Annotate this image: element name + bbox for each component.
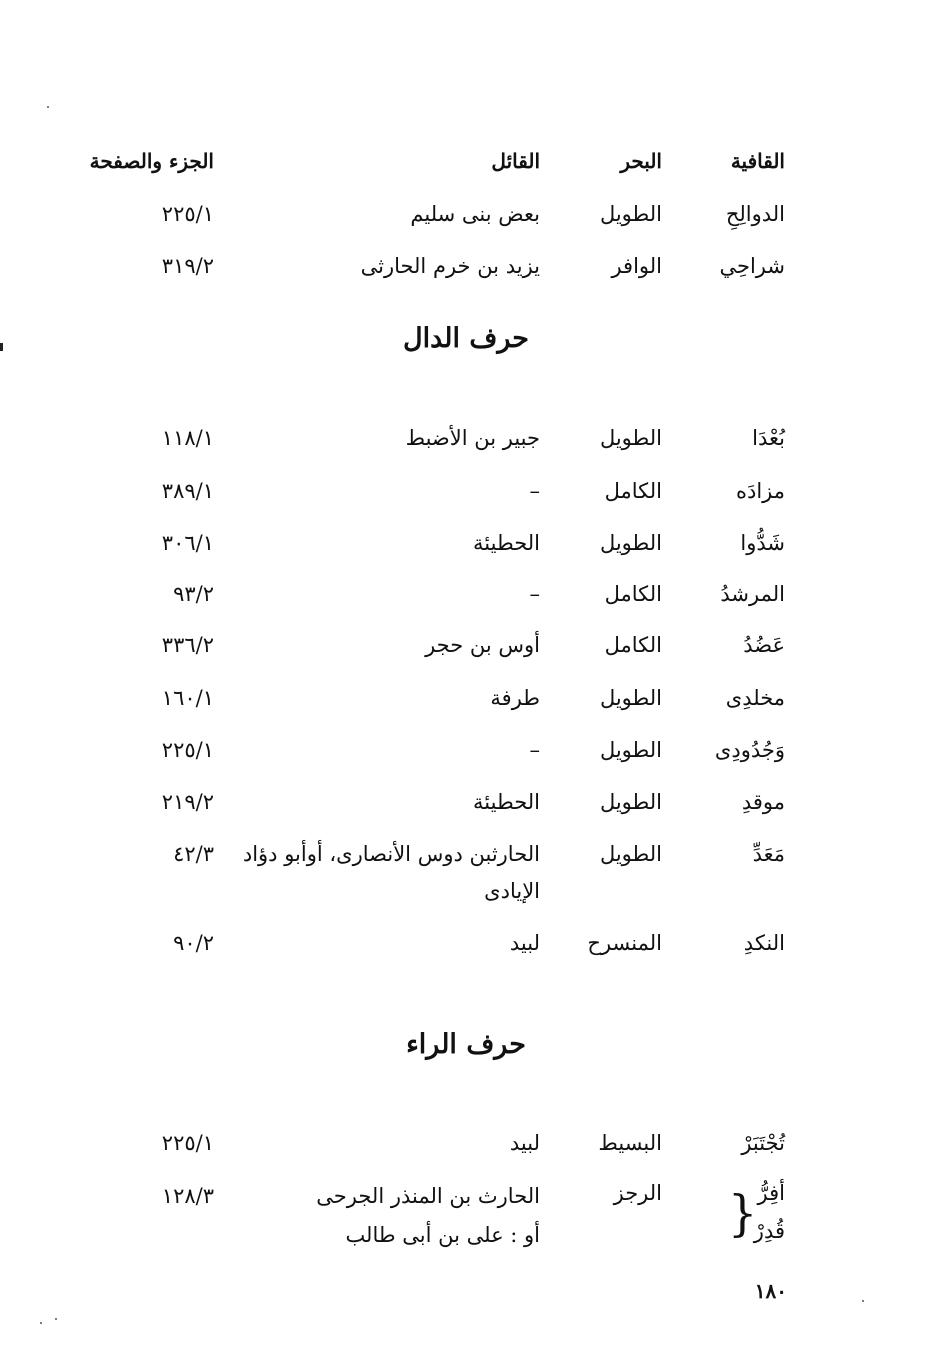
qail-cell: الحطيئة: [473, 790, 540, 814]
qail-cell: طرفة: [490, 686, 540, 710]
section-title-ra: حرف الراء: [406, 1029, 526, 1060]
scan-speck: [862, 1300, 864, 1302]
brace-mark: }: [728, 1184, 758, 1242]
qafia-cell: النكدِ: [743, 931, 785, 955]
qafia-cell: أفِرُّ: [757, 1181, 785, 1205]
juz-cell: ٢١٩/٢: [161, 790, 214, 814]
qail-cell: الحارث بن المنذر الجرحى: [316, 1184, 540, 1208]
qail-cell: لبيد: [509, 931, 540, 955]
scan-speck: [55, 1318, 57, 1320]
bahr-cell: الطويل: [599, 842, 662, 866]
juz-cell: ٢٢٥/١: [161, 738, 214, 762]
scan-speck: [47, 106, 49, 108]
bahr-cell: الطويل: [599, 686, 662, 710]
juz-cell: ١١٨/١: [161, 426, 214, 450]
qail-cell: يزيد بن خرم الحارثى: [360, 254, 540, 278]
qail-cell: –: [529, 738, 540, 762]
juz-cell: ٣١٩/٢: [161, 254, 214, 278]
juz-cell: ٣٣٦/٢: [161, 633, 214, 657]
qail-cell: جبير بن الأضبط: [405, 426, 540, 450]
qafia-cell: مَعَدِّ: [752, 842, 785, 866]
juz-cell: ٢٢٥/١: [161, 1131, 214, 1155]
qafia-cell: الدوالِحِ: [725, 202, 785, 226]
bahr-cell: الرجز: [613, 1181, 662, 1205]
juz-cell: ١٦٠/١: [161, 686, 214, 710]
qafia-cell: مخلدِى: [725, 686, 785, 710]
header-qafia: القافية: [730, 149, 785, 173]
qail-cell: الحطيئة: [473, 531, 540, 555]
juz-cell: ٣٨٩/١: [161, 479, 214, 503]
qafia-cell: تُجْتَبَرْ: [741, 1131, 785, 1155]
bahr-cell: الطويل: [599, 426, 662, 450]
qafia-cell: شراحِي: [719, 254, 785, 278]
bahr-cell: الطويل: [599, 738, 662, 762]
qail-cell: –: [529, 582, 540, 606]
qail-cell-continuation: أو : على بن أبى طالب: [345, 1223, 540, 1247]
qafia-cell: شَدُّوا: [740, 531, 785, 555]
juz-cell: ٤٢/٣: [173, 842, 214, 866]
qail-cell: الحارثبن دوس الأنصارى، أوأبو دؤاد: [242, 842, 540, 866]
page-number: ١٨٠: [754, 1279, 787, 1303]
bahr-cell: الطويل: [599, 531, 662, 555]
bahr-cell: الطويل: [599, 790, 662, 814]
qail-cell: –: [529, 479, 540, 503]
bahr-cell: المنسرح: [587, 931, 662, 955]
header-bahr: البحر: [620, 149, 662, 173]
qafia-cell: عَضُدُ: [743, 633, 785, 657]
qafia-cell: وَجُدُودِى: [714, 738, 785, 762]
juz-cell: ٩٣/٢: [173, 582, 214, 606]
bahr-cell: الكامل: [604, 582, 662, 606]
qail-cell-continuation: الإيادى: [484, 879, 540, 903]
qafia-cell-second: قُدِرْ: [753, 1219, 785, 1243]
juz-cell: ٣٠٦/١: [161, 531, 214, 555]
qail-cell: أوس بن حجر: [425, 633, 540, 657]
header-juz: الجزء والصفحة: [89, 149, 214, 173]
bahr-cell: الوافر: [611, 254, 662, 278]
scan-speck: [40, 1322, 42, 1324]
juz-cell: ٩٠/٢: [173, 931, 214, 955]
qafia-cell: المرشدُ: [720, 582, 785, 606]
section-title-dal: حرف الدال: [403, 323, 529, 354]
bahr-cell: الطويل: [599, 202, 662, 226]
bahr-cell: البسيط: [598, 1131, 662, 1155]
qail-cell: لبيد: [509, 1131, 540, 1155]
qafia-cell: مزادَه: [735, 479, 785, 503]
bahr-cell: الكامل: [604, 479, 662, 503]
qafia-cell: بُعْدَا: [752, 426, 785, 450]
juz-cell: ١٢٨/٣: [161, 1184, 214, 1208]
bahr-cell: الكامل: [604, 633, 662, 657]
qail-cell: بعض بنى سليم: [410, 202, 540, 226]
header-qail: القائل: [491, 149, 540, 173]
qafia-cell: موقدِ: [741, 790, 785, 814]
juz-cell: ٢٢٥/١: [161, 202, 214, 226]
